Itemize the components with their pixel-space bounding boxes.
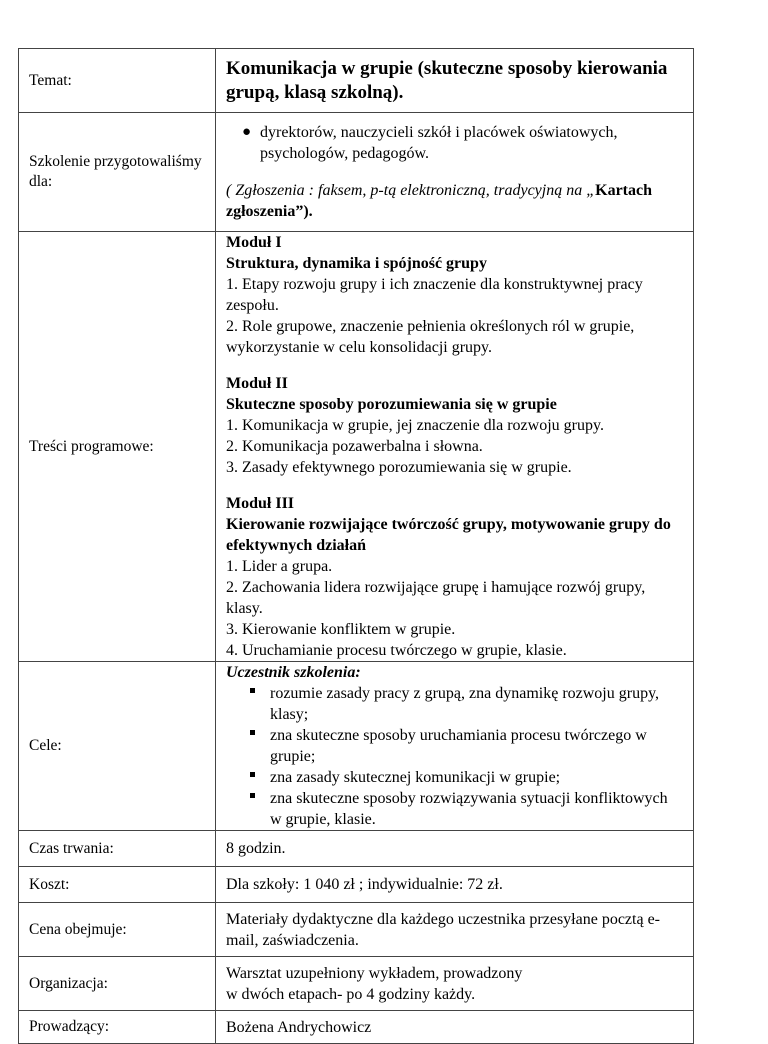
- goal-item: zna zasady skutecznej komunikacji w grupie;: [270, 767, 683, 788]
- label-temat: Temat:: [19, 49, 216, 113]
- module-item: 1. Etapy rozwoju grupy i ich znaczenie dla konstruktywnej pracy zespołu.: [226, 276, 643, 314]
- registration-note: ( Zgłoszenia : faksem, p-tą elektroniczną, tradycyjną na „Kartach zgłoszenia”).: [226, 182, 652, 220]
- module-item: 3. Zasady efektywnego porozumiewania się w grupie.: [226, 459, 572, 476]
- label-organizacja: Organizacja:: [19, 957, 216, 1011]
- module-name: Moduł III: [226, 495, 295, 512]
- module-item: 3. Kierowanie konfliktem w grupie.: [226, 621, 456, 638]
- module-2: [226, 373, 683, 478]
- goal-item: zna skuteczne sposoby uruchamiania procesu twórczego w grupie;: [270, 725, 683, 767]
- square-bullet-icon: [250, 730, 255, 735]
- module-item: 2. Komunikacja pozawerbalna i słowna.: [226, 438, 483, 455]
- module-3: [226, 493, 683, 661]
- module-name: Moduł I: [226, 234, 282, 251]
- module-title: Skuteczne sposoby porozumiewania się w grupie: [226, 396, 557, 413]
- modules-cell: [216, 232, 694, 662]
- audience-list: [226, 122, 683, 164]
- label-cena: Cena obejmuje:: [19, 903, 216, 957]
- module-title: Kierowanie rozwijające twórczość grupy, motywowanie grupy do efektywnych działań: [226, 516, 671, 554]
- row-temat: [19, 49, 694, 113]
- goals-heading: Uczestnik szkolenia:: [226, 664, 361, 681]
- row-koszt: [19, 867, 694, 903]
- module-item: 2. Zachowania lidera rozwijające grupę i hamujące rozwój grupy, klasy.: [226, 579, 646, 617]
- square-bullet-icon: [250, 793, 255, 798]
- label-czas: Czas trwania:: [19, 831, 216, 867]
- module-item: 1. Lider a grupa.: [226, 558, 333, 575]
- trainer-name: Bożena Andrychowicz: [216, 1011, 694, 1044]
- row-szkolenie: [19, 113, 694, 232]
- label-cele: Cele:: [19, 662, 216, 831]
- module-name: Moduł II: [226, 375, 288, 392]
- course-info-table: [18, 48, 694, 1044]
- label-tresci: Treści programowe:: [19, 232, 216, 662]
- row-tresci: [19, 232, 694, 662]
- row-prowadzacy: [19, 1011, 694, 1044]
- price-includes-value: Materiały dydaktyczne dla każdego uczestnika przesyłane pocztą e-mail, zaświadczenia.: [216, 903, 694, 957]
- audience-item: ● dyrektorów, nauczycieli szkół i placówek oświatowych, psychologów, pedagogów.: [242, 124, 618, 162]
- row-czas: [19, 831, 694, 867]
- label-prowadzacy: Prowadzący:: [19, 1011, 216, 1044]
- cost-value: Dla szkoły: 1 040 zł ; indywidualnie: 72 zł.: [216, 867, 694, 903]
- module-item: 2. Role grupowe, znaczenie pełnienia określonych ról w grupie, wykorzystanie w celu konsolidacji grupy.: [226, 318, 635, 356]
- goals-list: [226, 683, 683, 830]
- topic-title: Komunikacja w grupie (skuteczne sposoby kierowania grupą, klasą szkolną).: [226, 57, 668, 103]
- module-item: 4. Uruchamianie procesu twórczego w grupie, klasie.: [226, 642, 567, 659]
- goal-item: zna skuteczne sposoby rozwiązywania sytuacji konfliktowych w grupie, klasie.: [270, 788, 683, 830]
- square-bullet-icon: [250, 772, 255, 777]
- module-item: 1. Komunikacja w grupie, jej znaczenie dla rozwoju grupy.: [226, 417, 604, 434]
- row-cele: [19, 662, 694, 831]
- square-bullet-icon: [250, 688, 255, 693]
- bullet-icon: ●: [242, 124, 252, 140]
- label-szkolenie: Szkolenie przygotowaliśmy dla:: [19, 113, 216, 232]
- organization-line-2: w dwóch etapach- po 4 godziny każdy.: [226, 985, 476, 1003]
- module-title: Struktura, dynamika i spójność grupy: [226, 255, 487, 272]
- label-koszt: Koszt:: [19, 867, 216, 903]
- module-1: [226, 232, 683, 358]
- row-organizacja: [19, 957, 694, 1011]
- row-cena: [19, 903, 694, 957]
- organization-line-1: Warsztat uzupełniony wykładem, prowadzony: [226, 964, 523, 982]
- goal-item: rozumie zasady pracy z grupą, zna dynamikę rozwoju grupy, klasy;: [270, 683, 683, 725]
- duration-value: 8 godzin.: [216, 831, 694, 867]
